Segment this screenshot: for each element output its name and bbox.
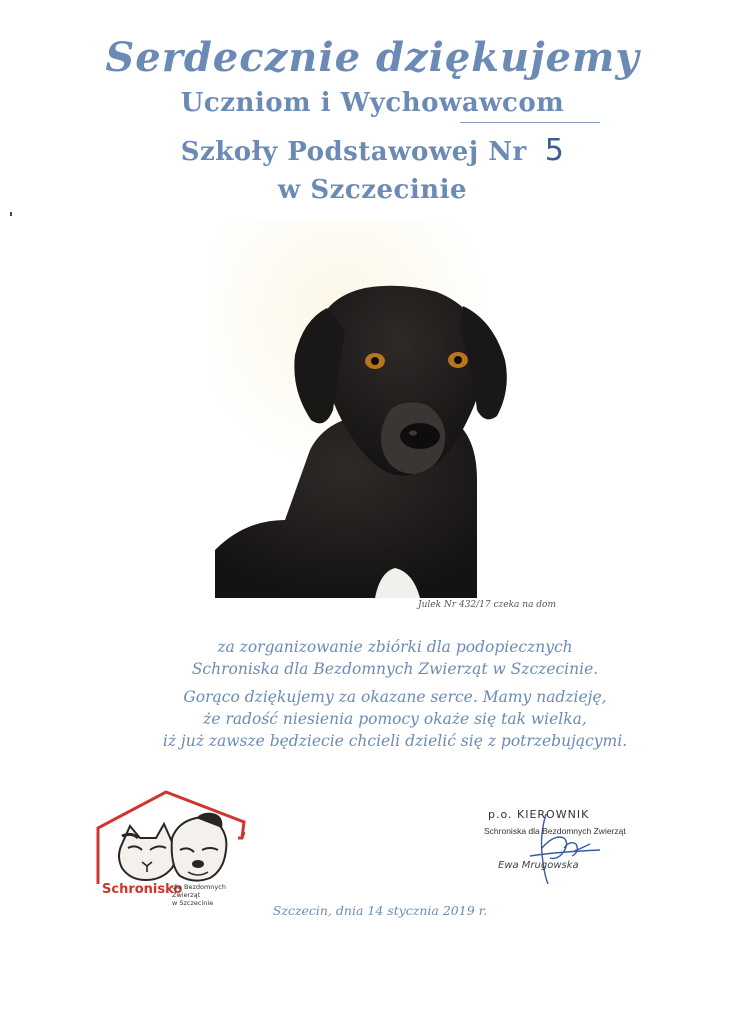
underline-divider (460, 122, 600, 123)
recipient-line-2 (0, 133, 745, 168)
paragraph-line: za zorganizowanie zbiórki dla podopiecznych (217, 638, 573, 656)
signatory-organization: Schroniska dla Bezdomnych Zwierząt (484, 826, 626, 836)
scan-speck (10, 212, 12, 216)
thanks-paragraph-1 (0, 636, 745, 680)
paragraph-line: iż już zawsze będziecie chcieli dzielić się z potrzebującymi. (162, 732, 628, 750)
school-number: 5 (544, 133, 565, 168)
logo-subtitle-line: dla Bezdomnych Zwierząt (172, 883, 226, 899)
shelter-logo (92, 788, 252, 907)
dog-photo (215, 220, 577, 598)
paragraph-line: że radość niesienia pomocy okaże się tak wielka, (203, 710, 587, 728)
logo-subtitle-line: w Szczecinie (172, 899, 214, 907)
signatory-role: p.o. KIEROWNIK (488, 808, 590, 821)
issue-date: Szczecin, dnia 14 stycznia 2019 r. (272, 903, 488, 918)
signature-block (470, 808, 670, 898)
page-title: Serdecznie dziękujemy (105, 34, 640, 81)
black-dog-photo-icon (215, 220, 577, 598)
paragraph-line: Schroniska dla Bezdomnych Zwierząt w Szczecinie. (191, 660, 599, 678)
school-name: Szkoły Podstawowej Nr (180, 137, 527, 167)
recipient-line-1: Uczniom i Wychowawcom (180, 88, 565, 118)
thanks-paragraph-2 (0, 686, 745, 752)
photo-caption: Julek Nr 432/17 czeka na dom (418, 600, 557, 610)
paragraph-line: Gorąco dziękujemy za okazane serce. Mamy nadzieję, (183, 688, 607, 706)
logo-name: Schronisko (102, 882, 183, 897)
recipient-line-3: w Szczecinie (277, 175, 468, 205)
signatory-name: Ewa Mrugowska (498, 860, 579, 871)
